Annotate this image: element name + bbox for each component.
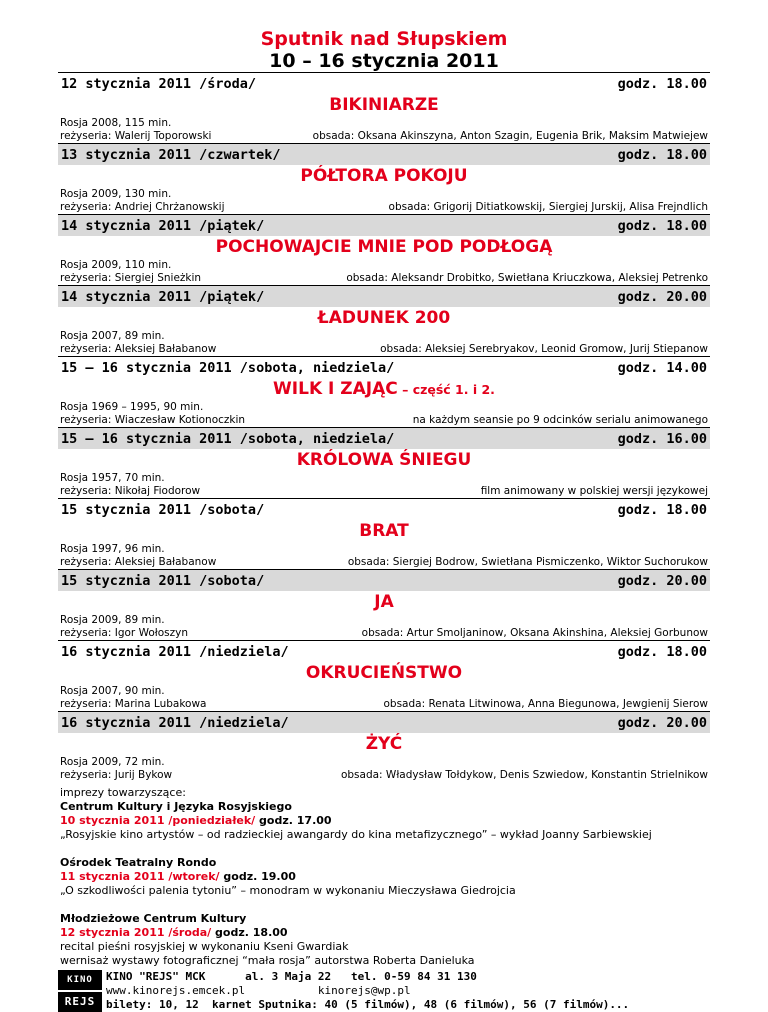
event-when <box>60 870 708 884</box>
screening-time: godz. 14.00 <box>617 360 707 376</box>
screening-date: 16 stycznia 2011 /niedziela/ <box>61 644 289 660</box>
movie-info <box>58 543 710 569</box>
screening-time: godz. 20.00 <box>617 715 707 731</box>
movie-title-text: BIKINIARZE <box>329 95 439 115</box>
screening-time: godz. 18.00 <box>617 218 707 234</box>
movie-origin: Rosja 2007, 89 min. <box>60 330 165 342</box>
movie-director: reżyseria: Wiaczesław Kotionoczkin <box>60 414 246 426</box>
screening-date: 15 – 16 stycznia 2011 /sobota, niedziela/ <box>61 360 395 376</box>
screening-time: godz. 18.00 <box>617 644 707 660</box>
movie-info <box>58 401 710 427</box>
movie-cast: obsada: Artur Smoljaninow, Oksana Akinshina, Aleksiej Gorbunow <box>361 627 708 639</box>
movie-origin: Rosja 2009, 130 min. <box>60 188 172 200</box>
movie-info <box>58 685 710 711</box>
event-organizer: Młodzieżowe Centrum Kultury <box>60 912 247 925</box>
event-organizer: Ośrodek Teatralny Rondo <box>60 856 217 869</box>
movie-cast: obsada: Aleksandr Drobitko, Swietłana Kriuczkowa, Aleksiej Petrenko <box>346 272 708 284</box>
screening <box>58 143 710 214</box>
movie-origin: Rosja 1969 – 1995, 90 min. <box>60 401 204 413</box>
movie-cast: obsada: Oksana Akinszyna, Anton Szagin, Eugenia Brik, Maksim Matwiejew <box>312 130 708 142</box>
event-item <box>60 800 708 842</box>
movie-title-text: PÓŁTORA POKOJU <box>300 166 468 186</box>
ticket-prices: bilety: 10, 12 karnet Sputnika: 40 (5 filmów), 48 (6 filmów), 56 (7 filmów)... <box>106 998 630 1011</box>
screening-time: godz. 18.00 <box>617 76 707 92</box>
movie-director: reżyseria: Walerij Toporowski <box>60 130 212 142</box>
movie-title <box>58 662 710 685</box>
movie-origin: Rosja 1957, 70 min. <box>60 472 165 484</box>
movie-info <box>58 472 710 498</box>
event-description: „Rosyjskie kino artystów – od radzieckiej awangardy do kina metafizycznego” – wykład Joanny Sarbiewskiej <box>60 828 652 841</box>
event-organizer: Centrum Kultury i Języka Rosyjskiego <box>60 800 292 813</box>
screenings-list <box>58 72 710 782</box>
movie-cast: obsada: Siergiej Bodrow, Swietłana Pismiczenko, Wiktor Suchorukow <box>347 556 708 568</box>
screening-header <box>58 640 710 662</box>
screening-date: 15 stycznia 2011 /sobota/ <box>61 573 265 589</box>
screening-time: godz. 20.00 <box>617 573 707 589</box>
event-description: wernisaż wystawy fotograficznej “mała rosja” autorstwa Roberta Danieluka <box>60 954 475 967</box>
movie-cast: obsada: Renata Litwinowa, Anna Biegunowa, Jewgienij Sierow <box>383 698 708 710</box>
movie-cast: obsada: Grigorij Ditiatkowskij, Siergiej Jurskij, Alisa Frejndlich <box>388 201 708 213</box>
screening-header <box>58 356 710 378</box>
program-page <box>58 0 710 1012</box>
movie-info <box>58 330 710 356</box>
screening-time: godz. 18.00 <box>617 147 707 163</box>
movie-title <box>58 591 710 614</box>
logo-top: KINO <box>58 970 102 990</box>
event-when <box>60 926 708 940</box>
movie-director: reżyseria: Nikołaj Fiodorow <box>60 485 201 497</box>
movie-title-text: OKRUCIEŃSTWO <box>305 663 463 683</box>
screening <box>58 640 710 711</box>
screening-header <box>58 498 710 520</box>
movie-cast: na każdym seansie po 9 odcinków serialu animowanego <box>412 414 708 426</box>
kino-rejs-logo <box>58 970 102 1012</box>
screening-date: 14 stycznia 2011 /piątek/ <box>61 218 265 234</box>
event-time: godz. 17.00 <box>259 814 332 827</box>
movie-title <box>58 307 710 330</box>
movie-director: reżyseria: Aleksiej Bałabanow <box>60 556 217 568</box>
movie-title <box>58 378 710 401</box>
screening-date: 12 stycznia 2011 /środa/ <box>61 76 257 92</box>
event-item <box>60 898 708 968</box>
event-time: godz. 19.00 <box>223 870 296 883</box>
movie-title <box>58 236 710 259</box>
screening-date: 15 – 16 stycznia 2011 /sobota, niedziela/ <box>61 431 395 447</box>
screening <box>58 285 710 356</box>
event-description: „O szkodliwości palenia tytoniu” – monodram w wykonaniu Mieczysława Giedrojcia <box>60 884 516 897</box>
cinema-footer <box>58 970 710 1012</box>
screening <box>58 711 710 782</box>
screening-time: godz. 18.00 <box>617 502 707 518</box>
movie-origin: Rosja 2009, 110 min. <box>60 259 172 271</box>
movie-info <box>58 259 710 285</box>
movie-title-text: ŻYĆ <box>365 734 403 754</box>
event-description: recital pieśni rosyjskiej w wykonaniu Kseni Gwardiak <box>60 940 349 953</box>
accompanying-events <box>58 786 710 968</box>
movie-origin: Rosja 2009, 72 min. <box>60 756 165 768</box>
cinema-address: KINO "REJS" MCK al. 3 Maja 22 tel. 0-59 84 31 130 <box>106 970 477 983</box>
event-time: godz. 18.00 <box>215 926 288 939</box>
movie-director: reżyseria: Aleksiej Bałabanow <box>60 343 217 355</box>
movie-origin: Rosja 2008, 115 min. <box>60 117 172 129</box>
movie-info <box>58 188 710 214</box>
events-heading: imprezy towarzyszące: <box>60 786 186 799</box>
event-when <box>60 814 708 828</box>
movie-title-text: BRAT <box>359 521 409 541</box>
screening <box>58 427 710 498</box>
event-item <box>60 842 708 898</box>
screening-date: 13 stycznia 2011 /czwartek/ <box>61 147 281 163</box>
screening <box>58 569 710 640</box>
screening-header <box>58 285 710 307</box>
movie-info <box>58 756 710 782</box>
movie-title <box>58 520 710 543</box>
movie-title-text: ŁADUNEK 200 <box>317 308 451 328</box>
screening <box>58 498 710 569</box>
movie-cast: obsada: Aleksiej Serebryakov, Leonid Gromow, Jurij Stiepanow <box>380 343 708 355</box>
movie-director: reżyseria: Igor Wołoszyn <box>60 627 189 639</box>
event-date: 10 stycznia 2011 /poniedziałek/ <box>60 814 256 827</box>
movie-director: reżyseria: Jurij Bykow <box>60 769 173 781</box>
movie-origin: Rosja 2009, 89 min. <box>60 614 165 626</box>
movie-origin: Rosja 2007, 90 min. <box>60 685 165 697</box>
event-date: 12 stycznia 2011 /środa/ <box>60 926 212 939</box>
movie-title-extra: – część 1. i 2. <box>397 382 495 397</box>
screening-date: 15 stycznia 2011 /sobota/ <box>61 502 265 518</box>
page-title: Sputnik nad Słupskiem <box>260 28 508 50</box>
screening-header <box>58 711 710 733</box>
movie-title-text: JA <box>374 592 394 612</box>
movie-director: reżyseria: Andriej Chrżanowskij <box>60 201 225 213</box>
screening-date: 16 stycznia 2011 /niedziela/ <box>61 715 289 731</box>
movie-title-text: POCHOWAJCIE MNIE POD PODŁOGĄ <box>215 237 553 257</box>
movie-title <box>58 733 710 756</box>
movie-info <box>58 614 710 640</box>
movie-director: reżyseria: Marina Lubakowa <box>60 698 207 710</box>
movie-cast: obsada: Władysław Tołdykow, Denis Szwiedow, Konstantin Strielnikow <box>340 769 708 781</box>
movie-title <box>58 94 710 117</box>
movie-title <box>58 449 710 472</box>
movie-info <box>58 117 710 143</box>
cinema-contact: www.kinorejs.emcek.pl kinorejs@wp.pl <box>106 984 411 997</box>
screening <box>58 356 710 427</box>
screening-header <box>58 143 710 165</box>
movie-title-text: WILK I ZAJĄC <box>273 379 398 399</box>
screening <box>58 214 710 285</box>
screening-header <box>58 72 710 94</box>
date-range: 10 – 16 stycznia 2011 <box>269 50 499 72</box>
screening-header <box>58 214 710 236</box>
screening <box>58 72 710 143</box>
movie-director: reżyseria: Siergiej Snieżkin <box>60 272 202 284</box>
movie-cast: film animowany w polskiej wersji językowej <box>480 485 708 497</box>
movie-title <box>58 165 710 188</box>
event-date: 11 stycznia 2011 /wtorek/ <box>60 870 220 883</box>
screening-header <box>58 569 710 591</box>
screening-time: godz. 20.00 <box>617 289 707 305</box>
screening-date: 14 stycznia 2011 /piątek/ <box>61 289 265 305</box>
screening-header <box>58 427 710 449</box>
logo-bottom: REJS <box>58 992 102 1012</box>
movie-title-text: KRÓLOWA ŚNIEGU <box>296 450 472 470</box>
screening-time: godz. 16.00 <box>617 431 707 447</box>
movie-origin: Rosja 1997, 96 min. <box>60 543 165 555</box>
